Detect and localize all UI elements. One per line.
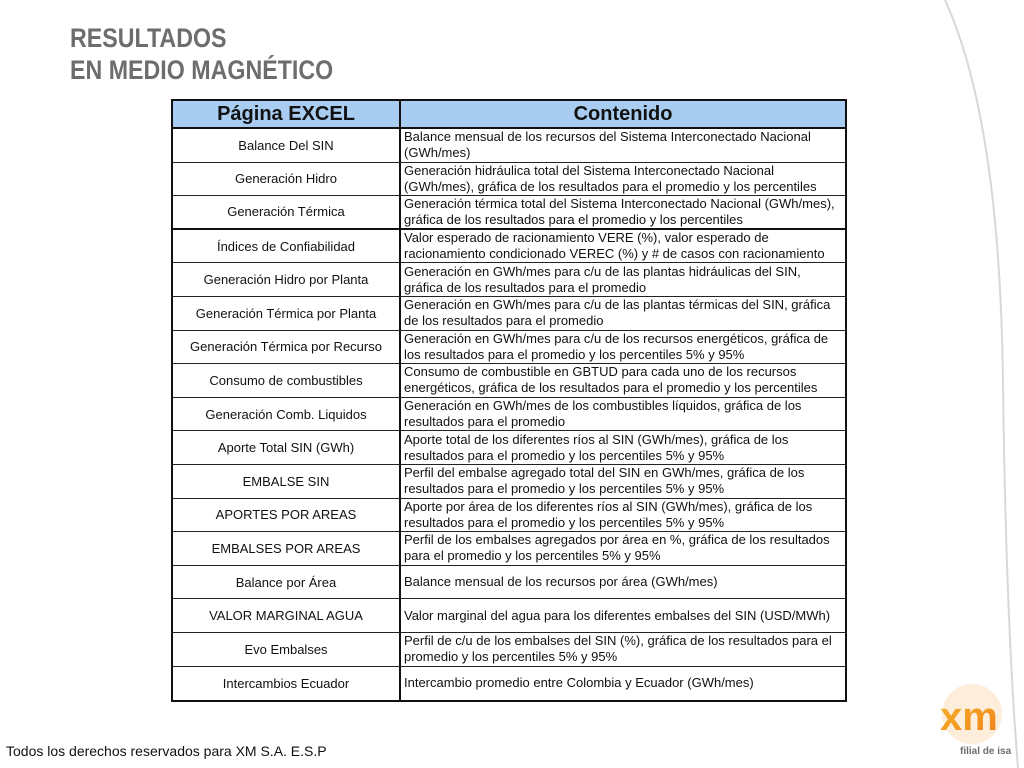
logo-text: xm <box>940 695 998 739</box>
cell-content: Intercambio promedio entre Colombia y Ecuador (GWh/mes) <box>404 675 754 691</box>
title-line-2: EN MEDIO MAGNÉTICO <box>70 55 334 85</box>
table-row <box>173 398 845 432</box>
table-header-row <box>173 101 845 129</box>
cell-page: Generación Hidro <box>173 163 401 196</box>
cell-page: Generación Térmica por Recurso <box>173 331 401 364</box>
cell-content: Generación en GWh/mes para c/u de las plantas térmicas del SIN, gráfica de los resultados para el promedio <box>404 297 831 329</box>
cell-page: EMBALSES POR AREAS <box>173 532 401 565</box>
table-row <box>173 331 845 365</box>
cell-page: Aporte Total SIN (GWh) <box>173 431 401 464</box>
cell-content: Generación hidráulica total del Sistema Interconectado Nacional (GWh/mes), gráfica de los resultados para el promedio y los percentiles <box>404 162 817 194</box>
table-row <box>173 599 845 633</box>
table-row <box>173 263 845 297</box>
cell-page: Consumo de combustibles <box>173 364 401 397</box>
table-row <box>173 230 845 264</box>
title-line-1: RESULTADOS <box>70 23 227 53</box>
table-row <box>173 196 845 230</box>
table-row <box>173 431 845 465</box>
table-row <box>173 532 845 566</box>
table-row <box>173 566 845 600</box>
cell-page: APORTES POR AREAS <box>173 499 401 532</box>
table-row <box>173 297 845 331</box>
cell-content: Generación en GWh/mes para c/u de las plantas hidráulicas del SIN, gráfica de los resultados para el promedio <box>404 263 801 295</box>
cell-content: Generación en GWh/mes de los combustibles líquidos, gráfica de los resultados para el promedio <box>404 398 802 430</box>
cell-content: Valor marginal del agua para los diferentes embalses del SIN (USD/MWh) <box>404 607 831 623</box>
cell-page: Intercambios Ecuador <box>173 667 401 701</box>
cell-page: Generación Térmica <box>173 196 401 228</box>
cell-content: Consumo de combustible en GBTUD para cada uno de los recursos energéticos, gráfica de los resultados para el promedio y los percentiles <box>404 364 818 396</box>
cell-page: Generación Comb. Liquidos <box>173 398 401 431</box>
cell-content: Aporte por área de los diferentes ríos al SIN (GWh/mes), gráfica de los resultados para el promedio y los percentiles 5% y 95% <box>404 498 813 530</box>
cell-content: Generación térmica total del Sistema Interconectado Nacional (GWh/mes), gráfica de los resultados para el promedio y los percentiles <box>404 195 835 227</box>
cell-page: Generación Térmica por Planta <box>173 297 401 330</box>
cell-page: Índices de Confiabilidad <box>173 230 401 263</box>
cell-content: Aporte total de los diferentes ríos al SIN (GWh/mes), gráfica de los resultados para el promedio y los percentiles 5% y 95% <box>404 431 789 463</box>
cell-content: Generación en GWh/mes para c/u de los recursos energéticos, gráfica de los resultados para el promedio y los percentiles 5% y 95% <box>404 330 829 362</box>
cell-page: EMBALSE SIN <box>173 465 401 498</box>
cell-page: Balance Del SIN <box>173 129 401 162</box>
cell-content: Balance mensual de los recursos por área (GWh/mes) <box>404 574 718 590</box>
header-contenido: Contenido <box>573 103 673 125</box>
footer-copyright: Todos los derechos reservados para XM S.A. E.S.P <box>6 743 327 759</box>
results-table <box>171 99 847 702</box>
table-row <box>173 163 845 197</box>
cell-page: VALOR MARGINAL AGUA <box>173 599 401 632</box>
logo-subtitle: filial de isa <box>960 746 1012 757</box>
table-row <box>173 129 845 163</box>
table-row <box>173 499 845 533</box>
cell-page: Evo Embalses <box>173 633 401 666</box>
table-row <box>173 667 845 701</box>
table-row <box>173 364 845 398</box>
header-page-excel: Página EXCEL <box>173 101 401 127</box>
table-row <box>173 465 845 499</box>
cell-content: Perfil de los embalses agregados por área en %, gráfica de los resultados para el promedio y los percentiles 5% y 95% <box>404 532 830 564</box>
cell-content: Balance mensual de los recursos del Sistema Interconectado Nacional (GWh/mes) <box>404 129 811 161</box>
table-row <box>173 633 845 667</box>
page-title <box>70 22 333 86</box>
cell-content: Perfil del embalse agregado total del SIN en GWh/mes, gráfica de los resultados para el promedio y los percentiles 5% y 95% <box>404 465 805 497</box>
cell-content: Valor esperado de racionamiento VERE (%), valor esperado de racionamiento condicionado VEREC (%) y # de casos con racionamiento <box>404 230 825 262</box>
cell-page: Generación Hidro por Planta <box>173 263 401 296</box>
cell-page: Balance por Área <box>173 566 401 599</box>
cell-content: Perfil de c/u de los embalses del SIN (%), gráfica de los resultados para el promedio y los percentiles 5% y 95% <box>404 633 832 665</box>
